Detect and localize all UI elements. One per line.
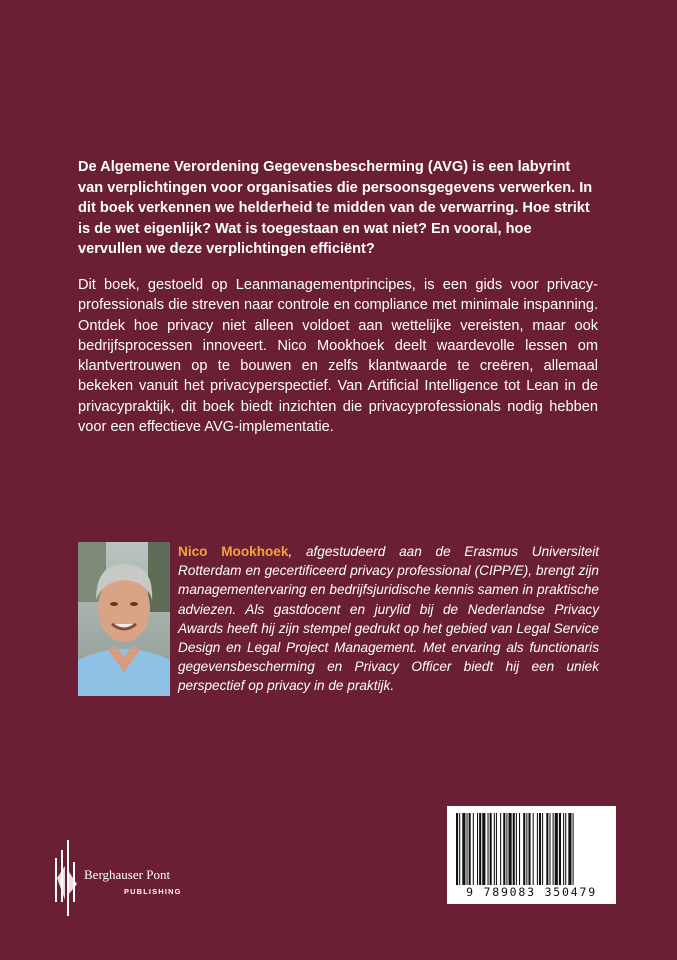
barcode-bar: [559, 813, 561, 885]
barcode-bar: [568, 813, 571, 885]
barcode-bar: [503, 813, 505, 885]
author-bio-text: , afgestudeerd aan de Erasmus Universiteit Rotterdam en gecertificeerd privacy professional (CIPP/E), brengt zijn managementervaring en bedrijfsjuridische kennis samen in praktische adviezen. Als gastdocent en jurylid bij de Nederlandse Privacy Awards heeft hij zijn stempel gedrukt op het gebied van Legal Service Design en Legal Project Management. Met ervaring als functionaris gegevensbescherming en Privacy Officer biedt hij een uniek perspectief op privacy in de praktijk.: [178, 544, 600, 694]
barcode-bar: [546, 813, 548, 885]
barcode-bar: [494, 813, 495, 885]
barcode-bar: [462, 813, 465, 885]
barcode-bar: [553, 813, 554, 885]
barcode-bar: [523, 813, 525, 885]
barcode-bar: [549, 813, 550, 885]
barcode-bar: [473, 813, 474, 885]
barcode-bar: [528, 813, 530, 885]
author-photo: [78, 542, 170, 696]
publisher-subline: PUBLISHING: [124, 887, 182, 896]
barcode-bar: [500, 813, 501, 885]
barcode-bar: [459, 813, 460, 885]
barcode-bar: [563, 813, 564, 885]
barcode-bar: [479, 813, 481, 885]
barcode-bar: [555, 813, 558, 885]
description-paragraph: Dit boek, gestoeld op Leanmanagementprincipes, is een gids voor privacy-professionals die streven naar controle en compliance met minimale inspanning. Ontdek hoe privacy niet alleen voldoet aan wettelijke vereisten, maar ook bedrijfsprocessen innoveert. Nico Mookhoek deelt waardevolle lessen om klantvertrouwen op te bouwen en zelfs klantwaarde te creëren, allemaal bekeken vanuit het privacyperspectief. Van Artificial Intelligence tot Lean in de privacypraktijk, dit boek biedt inzichten die privacyprofessionals nodig hebben voor een effectieve AVG-implementatie.: [78, 277, 598, 436]
barcode-bar: [519, 813, 520, 885]
author-bio: [178, 542, 599, 696]
barcode-bar: [526, 813, 527, 885]
barcode-bar: [539, 813, 541, 885]
barcode-bars: [456, 813, 607, 885]
barcode-bar: [542, 813, 543, 885]
barcode-bar: [488, 813, 489, 885]
intro-paragraph: De Algemene Verordening Gegevensbescherming (AVG) is een labyrint van verplichtingen voor organisaties die persoonsgegevens verwerken. In dit boek verkennen we helderheid te midden van de verwarring. Hoe strikt is de wet eigenlijk? Wat is toegestaan en wat niet? En vooral, hoe vervullen we deze verplichtingen efficiënt?: [78, 159, 593, 257]
barcode-bar: [496, 813, 497, 885]
barcode-bar: [516, 813, 517, 885]
barcode-bar: [477, 813, 478, 885]
barcode: [447, 806, 616, 904]
barcode-bar: [565, 813, 566, 885]
barcode-bar: [456, 813, 458, 885]
author-name: Nico Mookhoek: [178, 544, 289, 559]
barcode-bar: [509, 813, 512, 885]
publisher-name: Berghauser Pont: [84, 867, 171, 882]
barcode-bar: [513, 813, 515, 885]
barcode-bar: [482, 813, 485, 885]
barcode-bar: [533, 813, 534, 885]
barcode-bar: [573, 813, 574, 885]
publisher-mark-icon: [52, 838, 82, 918]
barcode-bar: [506, 813, 507, 885]
publisher-logo: [52, 838, 232, 918]
isbn-number: 9 789083 350479: [466, 885, 597, 899]
barcode-bar: [469, 813, 471, 885]
barcode-bar: [467, 813, 468, 885]
barcode-bar: [490, 813, 492, 885]
barcode-bar: [537, 813, 538, 885]
